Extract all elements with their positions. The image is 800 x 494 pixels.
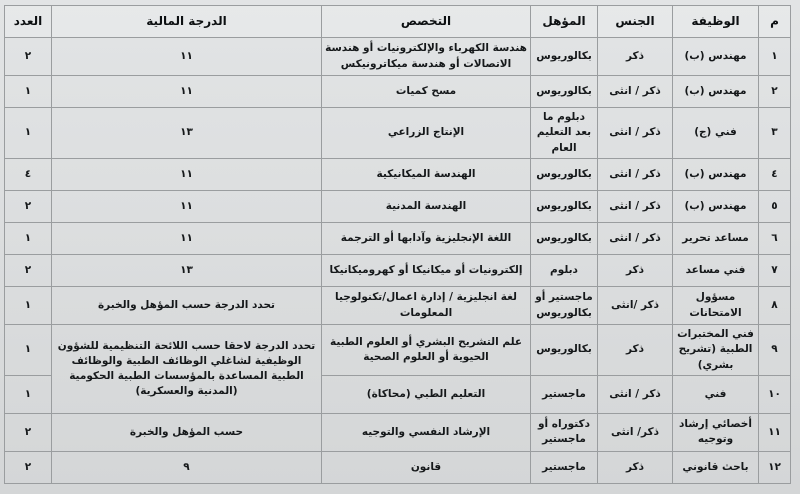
cell-specialization: التعليم الطبي (محاكاة) bbox=[322, 375, 531, 413]
cell-financial-grade: ١١ bbox=[52, 158, 322, 190]
cell-financial-grade: تحدد الدرجة حسب المؤهل والخبرة bbox=[52, 287, 322, 325]
column-header-sex: الجنس bbox=[598, 6, 673, 38]
cell-financial-grade: ١٣ bbox=[52, 255, 322, 287]
column-header-no: م bbox=[759, 6, 791, 38]
cell-gender: ذكر bbox=[598, 325, 673, 376]
cell-qualification: دبلوم bbox=[531, 255, 598, 287]
cell-specialization: هندسة الكهرباء والإلكترونيات أو هندسة الاتصالات أو هندسة ميكاترونيكس bbox=[322, 38, 531, 76]
cell-specialization: الإرشاد النفسي والتوجيه bbox=[322, 413, 531, 451]
cell-gender: ذكر bbox=[598, 38, 673, 76]
cell-gender: ذكر / انثى bbox=[598, 222, 673, 254]
cell-specialization: الهندسة الميكانيكية bbox=[322, 158, 531, 190]
cell-count: ١ bbox=[5, 287, 52, 325]
cell-job-title: فني bbox=[673, 375, 759, 413]
cell-count: ١ bbox=[5, 76, 52, 108]
cell-gender: ذكر bbox=[598, 255, 673, 287]
table-row bbox=[5, 325, 791, 376]
cell-row-number: ٣ bbox=[759, 108, 791, 159]
table-body bbox=[5, 38, 791, 484]
cell-qualification: ماجستير bbox=[531, 375, 598, 413]
table-row bbox=[5, 38, 791, 76]
cell-job-title: مهندس (ب) bbox=[673, 38, 759, 76]
cell-gender: ذكر / انثى bbox=[598, 108, 673, 159]
cell-financial-grade: تحدد الدرجة لاحقا حسب اللائحة التنظيمية للشؤون الوظيفية لشاغلي الوظائف الطبية والوظائف الطبية المساعدة بالمؤسسات الطبية الحكومية (المدنية والعسكرية) bbox=[52, 325, 322, 414]
cell-qualification: ماجستير bbox=[531, 451, 598, 483]
table-header bbox=[5, 6, 791, 38]
cell-count: ٢ bbox=[5, 38, 52, 76]
cell-row-number: ٥ bbox=[759, 190, 791, 222]
cell-qualification: بكالوريوس bbox=[531, 190, 598, 222]
cell-specialization: إلكترونيات أو ميكانيكا أو كهروميكانيكا bbox=[322, 255, 531, 287]
cell-row-number: ٧ bbox=[759, 255, 791, 287]
cell-specialization: قانون bbox=[322, 451, 531, 483]
cell-gender: ذكر /انثى bbox=[598, 287, 673, 325]
cell-gender: ذكر / انثى bbox=[598, 190, 673, 222]
cell-job-title: مهندس (ب) bbox=[673, 190, 759, 222]
cell-qualification: دكتوراه أو ماجستير bbox=[531, 413, 598, 451]
column-header-specialization: التخصص bbox=[322, 6, 531, 38]
table-row bbox=[5, 190, 791, 222]
cell-qualification: دبلوم ما بعد التعليم العام bbox=[531, 108, 598, 159]
cell-job-title: باحث قانوني bbox=[673, 451, 759, 483]
cell-row-number: ٢ bbox=[759, 76, 791, 108]
cell-gender: ذكر / انثى bbox=[598, 158, 673, 190]
cell-specialization: اللغة الإنجليزية وآدابها أو الترجمة bbox=[322, 222, 531, 254]
cell-qualification: بكالوريوس bbox=[531, 76, 598, 108]
header-row bbox=[5, 6, 791, 38]
cell-financial-grade: ١١ bbox=[52, 222, 322, 254]
cell-financial-grade: ١١ bbox=[52, 76, 322, 108]
cell-gender: ذكر bbox=[598, 451, 673, 483]
cell-row-number: ٩ bbox=[759, 325, 791, 376]
table-row bbox=[5, 287, 791, 325]
cell-financial-grade: ٩ bbox=[52, 451, 322, 483]
cell-row-number: ١١ bbox=[759, 413, 791, 451]
jobs-table bbox=[4, 5, 791, 484]
cell-job-title: مهندس (ب) bbox=[673, 76, 759, 108]
cell-count: ١ bbox=[5, 375, 52, 413]
cell-count: ١ bbox=[5, 108, 52, 159]
cell-job-title: فني المختبرات الطبية (تشريح بشري) bbox=[673, 325, 759, 376]
cell-count: ٢ bbox=[5, 255, 52, 287]
cell-count: ١ bbox=[5, 222, 52, 254]
cell-specialization: الإنتاج الزراعي bbox=[322, 108, 531, 159]
cell-job-title: مساعد تحرير bbox=[673, 222, 759, 254]
cell-row-number: ٨ bbox=[759, 287, 791, 325]
table-row bbox=[5, 255, 791, 287]
table-row bbox=[5, 451, 791, 483]
cell-gender: ذكر / انثى bbox=[598, 375, 673, 413]
cell-financial-grade: ١٣ bbox=[52, 108, 322, 159]
cell-row-number: ١٠ bbox=[759, 375, 791, 413]
cell-count: ٢ bbox=[5, 451, 52, 483]
column-header-job: الوظيفة bbox=[673, 6, 759, 38]
column-header-count: العدد bbox=[5, 6, 52, 38]
cell-job-title: مسؤول الامتحانات bbox=[673, 287, 759, 325]
cell-count: ٤ bbox=[5, 158, 52, 190]
cell-job-title: فني مساعد bbox=[673, 255, 759, 287]
cell-financial-grade: ١١ bbox=[52, 190, 322, 222]
table-row bbox=[5, 76, 791, 108]
column-header-grade: الدرجة المالية bbox=[52, 6, 322, 38]
cell-specialization: لغة انجليزية / إدارة اعمال/تكنولوجيا المعلومات bbox=[322, 287, 531, 325]
cell-qualification: بكالوريوس bbox=[531, 222, 598, 254]
table-row bbox=[5, 158, 791, 190]
cell-count: ١ bbox=[5, 325, 52, 376]
cell-count: ٢ bbox=[5, 190, 52, 222]
cell-financial-grade: ١١ bbox=[52, 38, 322, 76]
table-row bbox=[5, 413, 791, 451]
table-row bbox=[5, 108, 791, 159]
cell-count: ٢ bbox=[5, 413, 52, 451]
cell-qualification: بكالوريوس bbox=[531, 38, 598, 76]
cell-gender: ذكر/ انثى bbox=[598, 413, 673, 451]
column-header-qualification: المؤهل bbox=[531, 6, 598, 38]
cell-qualification: بكالوريوس bbox=[531, 325, 598, 376]
cell-financial-grade: حسب المؤهل والخبرة bbox=[52, 413, 322, 451]
cell-qualification: ماجستير أو بكالوريوس bbox=[531, 287, 598, 325]
cell-job-title: فني (ج) bbox=[673, 108, 759, 159]
cell-specialization: علم التشريح البشري أو العلوم الطبية الحيوية أو العلوم الصحية bbox=[322, 325, 531, 376]
cell-row-number: ١ bbox=[759, 38, 791, 76]
cell-row-number: ٤ bbox=[759, 158, 791, 190]
table-row bbox=[5, 222, 791, 254]
cell-row-number: ٦ bbox=[759, 222, 791, 254]
cell-gender: ذكر / انثى bbox=[598, 76, 673, 108]
cell-specialization: الهندسة المدنية bbox=[322, 190, 531, 222]
cell-job-title: أخصائي إرشاد وتوجيه bbox=[673, 413, 759, 451]
cell-job-title: مهندس (ب) bbox=[673, 158, 759, 190]
cell-specialization: مسح كميات bbox=[322, 76, 531, 108]
cell-row-number: ١٢ bbox=[759, 451, 791, 483]
cell-qualification: بكالوريوس bbox=[531, 158, 598, 190]
